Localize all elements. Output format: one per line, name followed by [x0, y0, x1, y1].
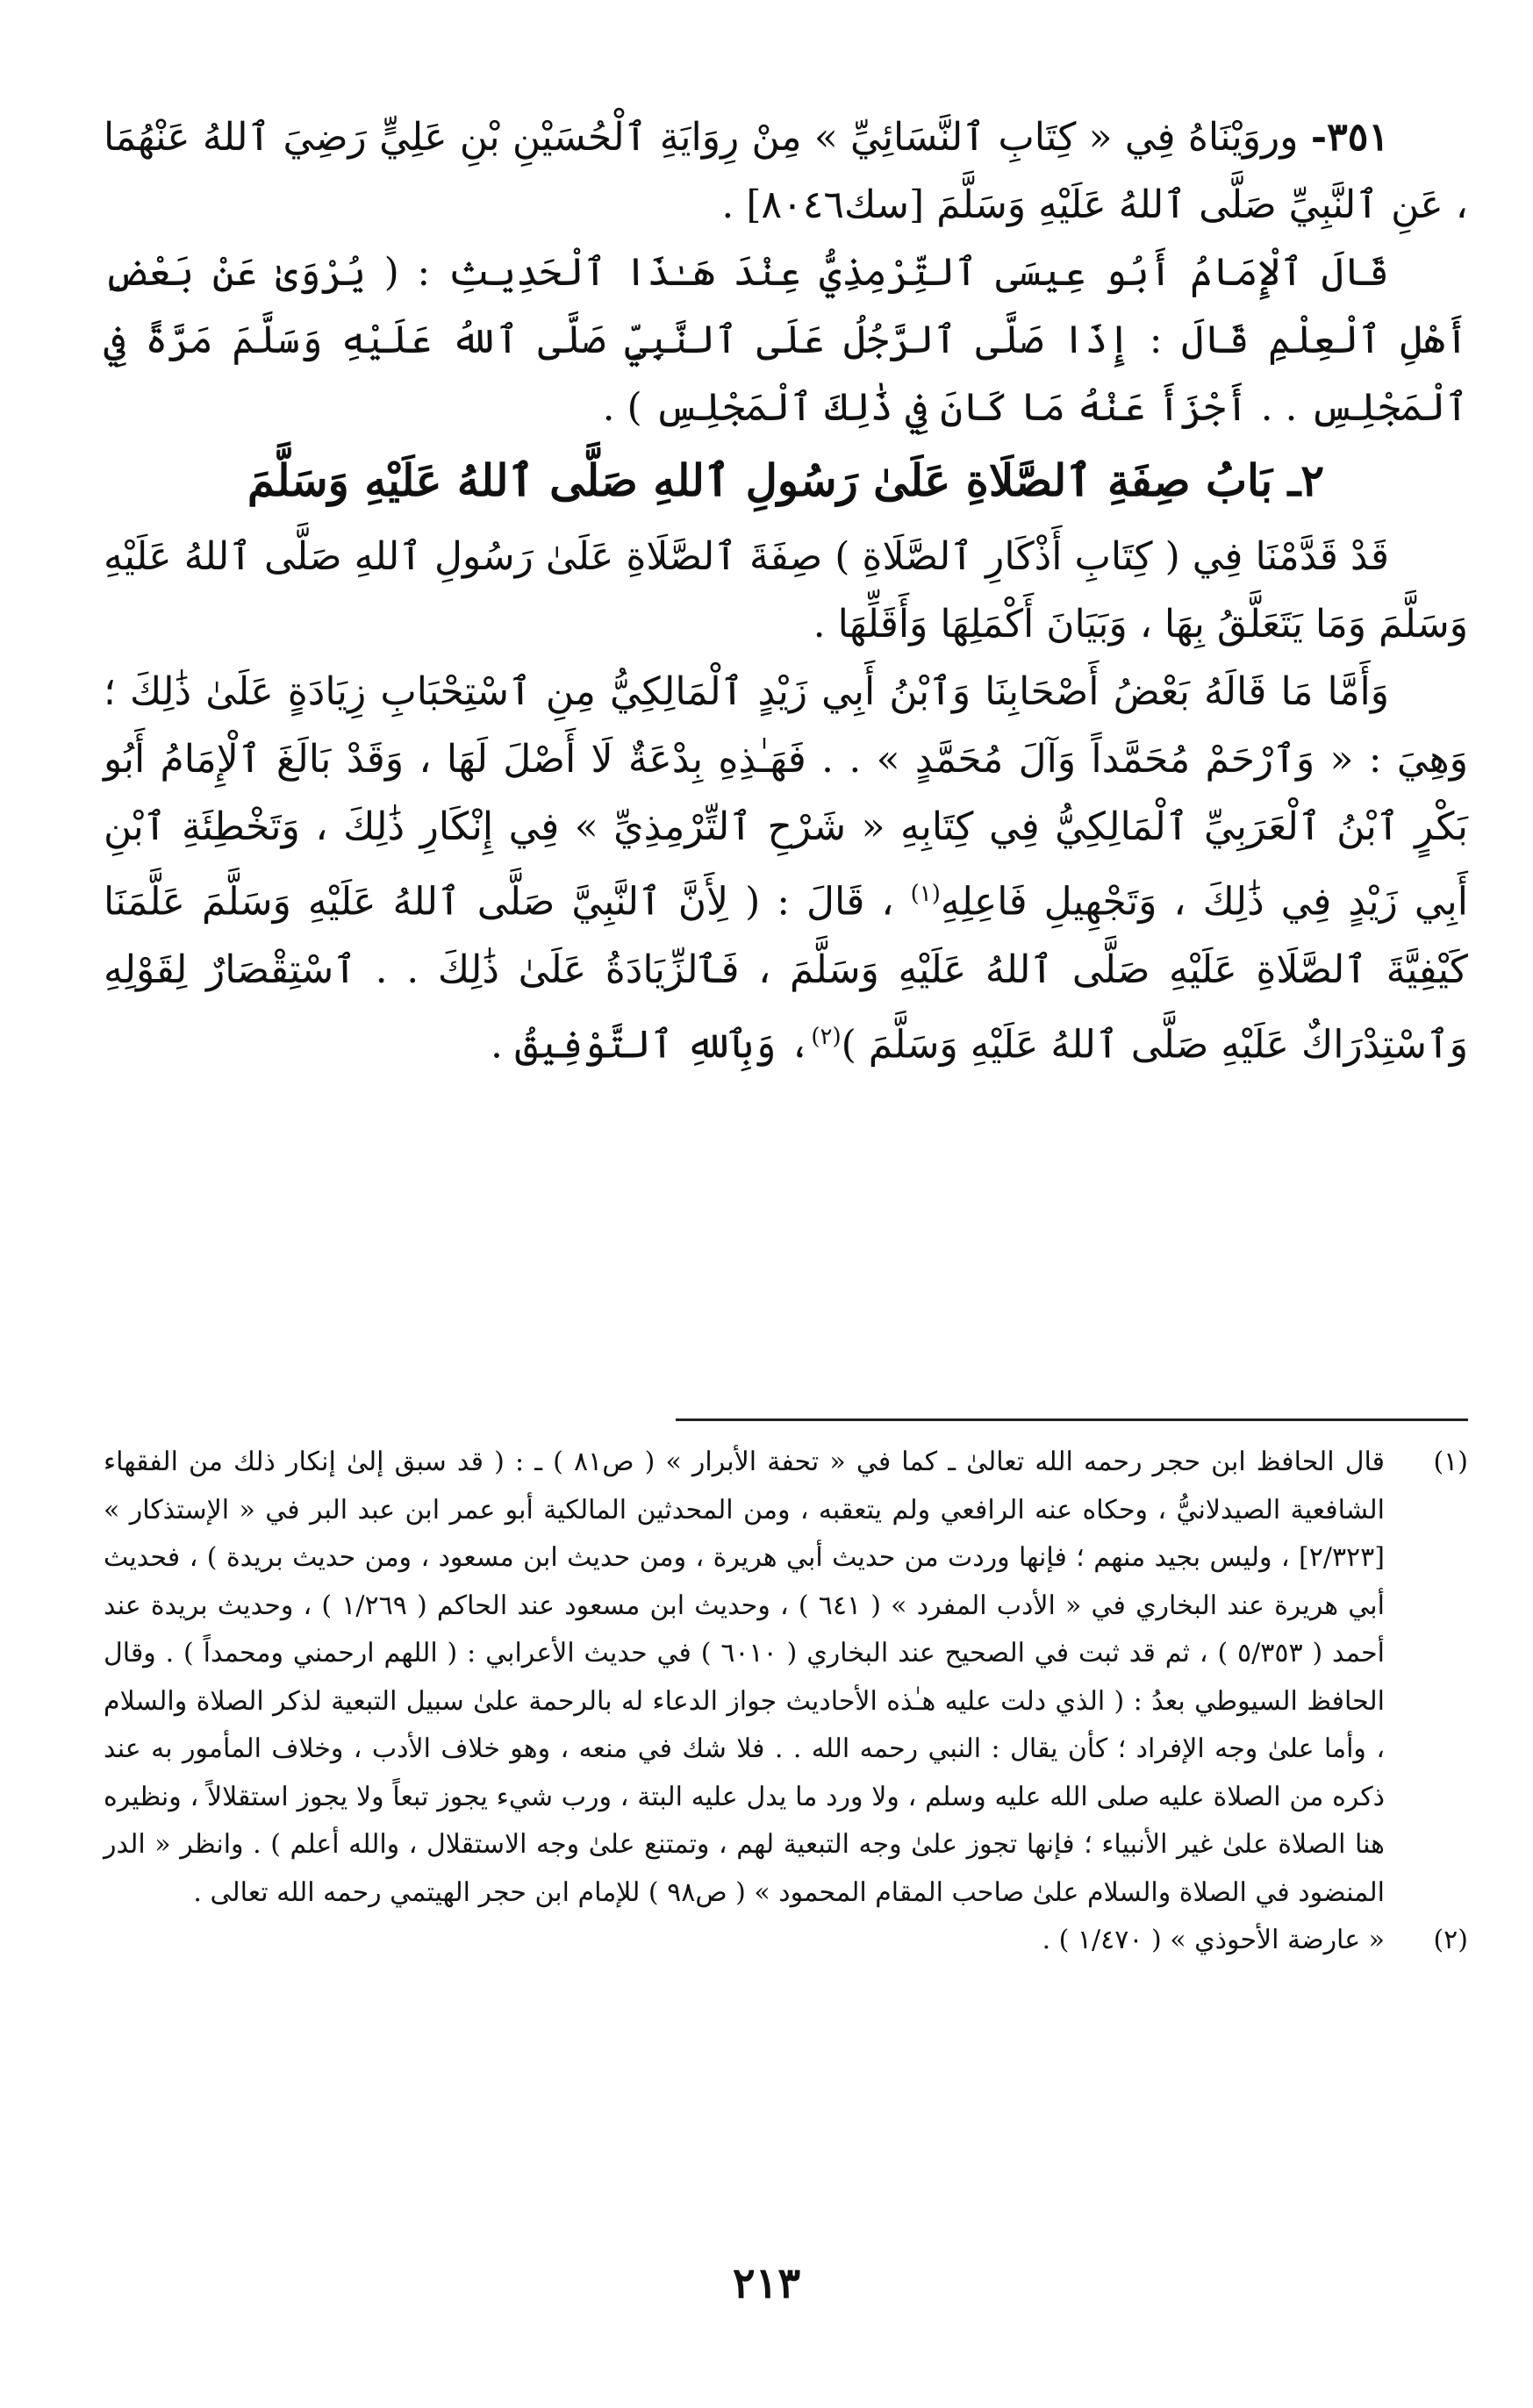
- footnote-ref-1: (١): [910, 881, 941, 907]
- paragraph-bidah-text-a: وَأَمَّا مَا قَالَهُ بَعْضُ أَصْحَابِنَا وَٱبْنُ أَبِي زَيْدٍ ٱلْمَالِكِيُّ مِنِ ٱسْتِحْبَابِ زِيَادَةٍ عَلَىٰ ذَٰلِكَ ؛ وَهِيَ : « وَٱرْحَمْ مُحَمَّداً وَآلَ مُحَمَّدٍ » . . فَهَـٰذِهِ بِدْعَةٌ لَا أَصْلَ لَهَا ، وَقَدْ بَالَغَ ٱلْإِمَامُ أَبُو بَكْرٍ ٱبْنُ ٱلْعَرَبِيِّ ٱلْمَالِكِيُّ فِي كِتَابِهِ « شَرْحِ ٱلتِّرْمِذِيِّ » فِي إِنْكَارِ ذَٰلِكَ ، وَتَخْطِئَةِ ٱبْنِ أَبِي زَيْدٍ فِي ذَٰلِكَ ، وَتَجْهِيلِ فَاعِلِهِ: [104, 669, 1468, 925]
- paragraph-bidah-text-c: ، وَبِٱللهِ ٱلتَّوْفِيقُ .: [491, 1022, 812, 1068]
- footnote-1: [104, 1439, 1468, 1917]
- hadith-number: ٣٥١-: [1310, 115, 1389, 160]
- footnote-number: (١): [1433, 1447, 1468, 1477]
- page-number: ٢١٣: [732, 2259, 801, 2308]
- paragraph-351: [104, 104, 1468, 239]
- footnote-text: قال الحافظ ابن حجر رحمه الله تعالىٰ ـ كما في « تحفة الأبرار » ( ص٨١ ) ـ : ( قد سبق إلىٰ إنكار ذلك من الفقهاء الشافعية الصيدلانيُّ ، وحكاه عنه الرافعي ولم يتعقبه ، ومن المحدثين المالكية أبو عمر ابن عبد البر في « الإستذكار » [٢/٣٢٣] ، وليس بجيد منهم ؛ فإنها وردت من حديث أبي هريرة ، ومن حديث ابن مسعود ، ومن حديث بريدة ) ، فحديث أبي هريرة عند البخاري في « الأدب المفرد » ( ٦٤١ ) ، وحديث ابن مسعود عند الحاكم ( ١/٢٦٩ ) ، وحديث بريدة عند أحمد ( ٥/٣٥٣ ) ، ثم قد ثبت في الصحيح عند البخاري ( ٦٠١٠ ) في حديث الأعرابي : ( اللهم ارحمني ومحمداً ) . وقال الحافظ السيوطي بعدُ : ( الذي دلت عليه هـٰذه الأحاديث جواز الدعاء له بالرحمة علىٰ سبيل التبعية لذكر الصلاة والسلام ، وأما علىٰ وجه الإفراد ؛ كأن يقال : النبي رحمه الله . . فلا شك في منعه ، وهو خلاف الأدب ، وخلاف المأمور به عند ذكره من الصلاة عليه صلى الله عليه وسلم ، ولا ورد ما يدل عليه البتة ، ورب شيء يجوز تبعاً ولا يجوز استقلالاً ، ونظيره هنا الصلاة علىٰ غير الأنبياء ؛ فإنها تجوز علىٰ وجه التبعية لهم ، وتمتنع علىٰ وجه الاستقلال ، والله أعلم ) . وانظر « الدر المنضود في الصلاة والسلام علىٰ صاحب المقام المحمود » ( ص٩٨ ) للإمام ابن حجر الهيتمي رحمه الله تعالى .: [104, 1447, 1386, 1908]
- footnote-separator: [676, 1418, 1468, 1421]
- paragraph-bidah: [104, 658, 1468, 1078]
- footnote-text: « عارضة الأحوذي » ( ١/٤٧٠ ) .: [1042, 1925, 1385, 1955]
- paragraph-tirmidhi-text: قَالَ ٱلْإِمَامُ أَبُو عِيسَى ٱلتِّرْمِذِيُّ عِنْدَ هَـٰذَا ٱلْحَدِيثِ : ( يُرْوَىٰ عَنْ بَعْضِ أَهْلِ ٱلْعِلْمِ قَالَ : إِذَا صَلَّى ٱلرَّجُلُ عَلَى ٱلنَّبِيِّ صَلَّى ٱللهُ عَلَيْهِ وَسَلَّمَ مَرَّةً فِي ٱلْمَجْلِسِ . . أَجْزَأَ عَنْهُ مَا كَانَ فِي ذَٰلِكَ ٱلْمَجْلِسِ ) .: [104, 250, 1468, 430]
- paragraph-tirmidhi: [104, 239, 1468, 441]
- footnotes: [104, 1439, 1468, 1965]
- paragraph-intro: [104, 523, 1468, 658]
- paragraph-intro-text: قَدْ قَدَّمْنَا فِي ( كِتَابِ أَذْكَارِ ٱلصَّلَاةِ ) صِفَةَ ٱلصَّلَاةِ عَلَىٰ رَسُولِ ٱللهِ صَلَّى ٱللهُ عَلَيْهِ وَسَلَّمَ وَمَا يَتَعَلَّقُ بِهَا ، وَبَيَانَ أَكْمَلِهَا وَأَقَلِّهَا .: [104, 534, 1468, 647]
- footnote-2: [104, 1917, 1468, 1965]
- paragraph-bidah-text-b: ، قَالَ : ( لِأَنَّ ٱلنَّبِيَّ صَلَّى ٱللهُ عَلَيْهِ وَسَلَّمَ عَلَّمَنَا كَيْفِيَّةَ ٱلصَّلَاةِ عَلَيْهِ صَلَّى ٱللهُ عَلَيْهِ وَسَلَّمَ ، فَٱلزِّيَادَةُ عَلَىٰ ذَٰلِكَ . . ٱسْتِقْصَارٌ لِقَوْلِهِ وَٱسْتِدْرَاكٌ عَلَيْهِ صَلَّى ٱللهُ عَلَيْهِ وَسَلَّمَ ): [104, 879, 1468, 1068]
- main-text: [104, 104, 1468, 1078]
- chapter-heading: ٢ـ بَابُ صِفَةِ ٱلصَّلَاةِ عَلَىٰ رَسُولِ ٱللهِ صَلَّى ٱللهُ عَلَيْهِ وَسَلَّمَ: [247, 454, 1325, 506]
- footnote-ref-2: (٢): [811, 1023, 842, 1050]
- footnote-number: (٢): [1433, 1925, 1468, 1955]
- paragraph-351-text: وروَيْنَاهُ فِي « كِتَابِ ٱلنَّسَائِيِّ » مِنْ رِوَايَةِ ٱلْحُسَيْنِ بْنِ عَلِيٍّ رَضِيَ ٱللهُ عَنْهُمَا ، عَنِ ٱلنَّبِيِّ صَلَّى ٱللهُ عَلَيْهِ وَسَلَّمَ [سك٨٠٤٦] .: [104, 115, 1468, 227]
